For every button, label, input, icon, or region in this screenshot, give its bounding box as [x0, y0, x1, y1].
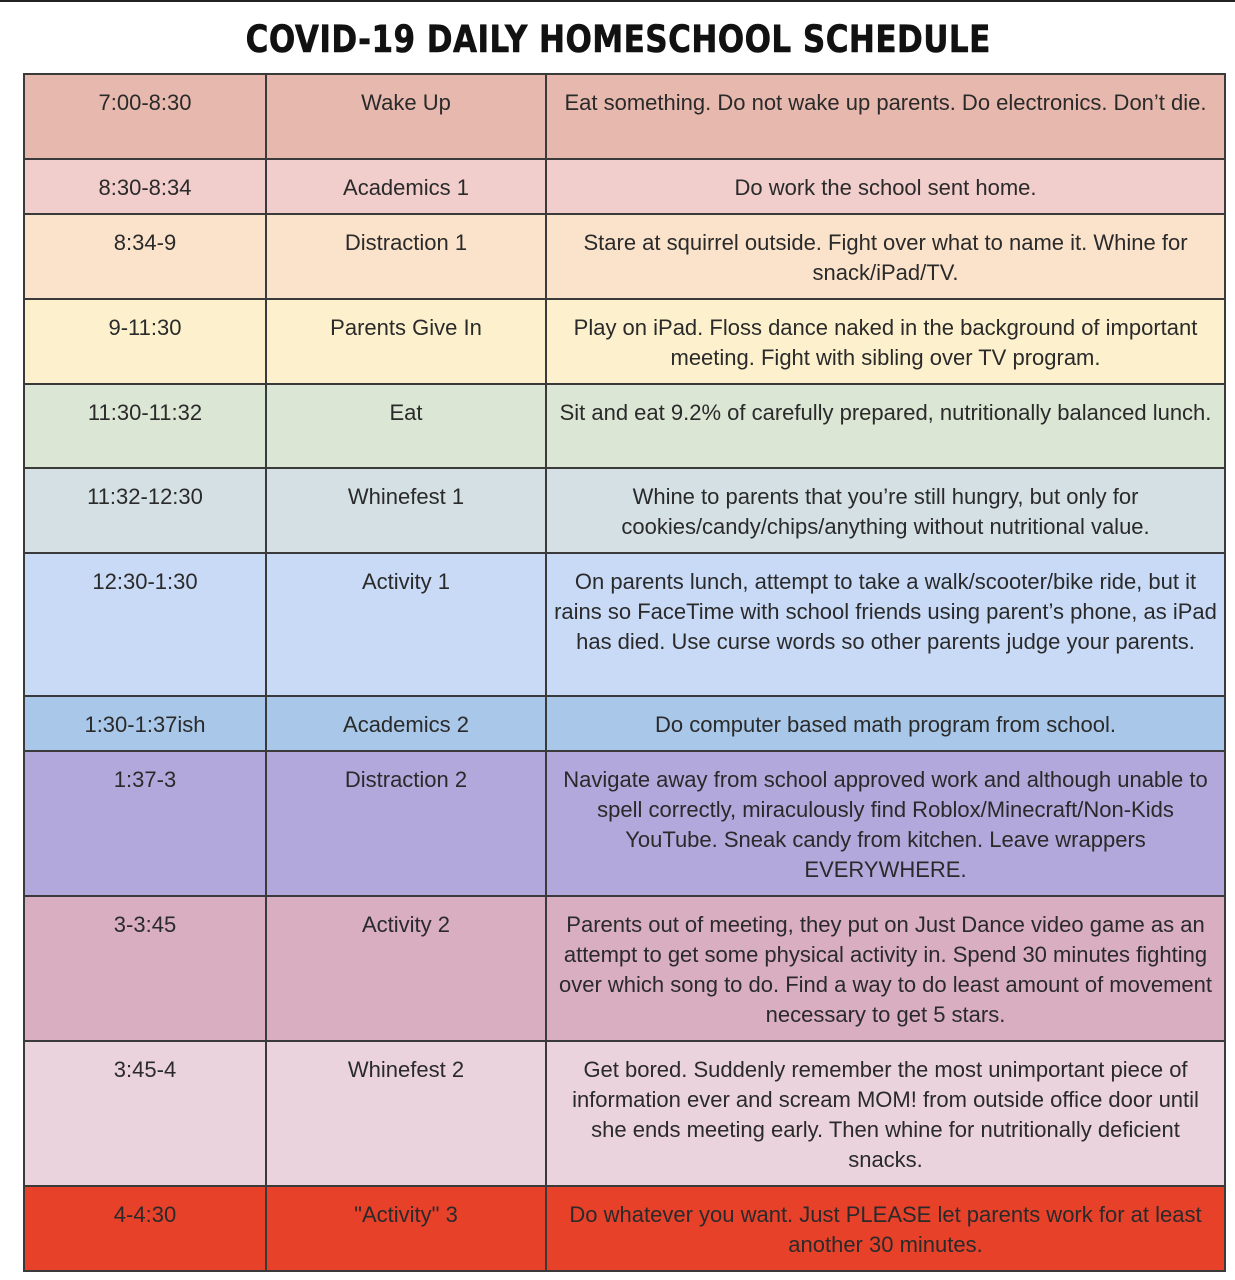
description-cell: On parents lunch, attempt to take a walk/scooter/bike ride, but it rains so FaceTime with school friends using parent’s phone, as iPad has died. Use curse words so other parents judge your parents. [546, 553, 1225, 696]
activity-cell: Activity 2 [266, 896, 546, 1041]
page-title: COVID-19 DAILY HOMESCHOOL SCHEDULE [245, 18, 991, 61]
schedule-table [23, 73, 1226, 1272]
schedule-row [24, 214, 1225, 299]
description-cell: Sit and eat 9.2% of carefully prepared, nutritionally balanced lunch. [546, 384, 1225, 468]
schedule-row [24, 384, 1225, 468]
description-cell: Do work the school sent home. [546, 159, 1225, 214]
activity-cell: Activity 1 [266, 553, 546, 696]
schedule-row [24, 751, 1225, 896]
description-cell: Do computer based math program from school. [546, 696, 1225, 751]
activity-cell: Academics 1 [266, 159, 546, 214]
description-cell: Whine to parents that you’re still hungry, but only for cookies/candy/chips/anything without nutritional value. [546, 468, 1225, 553]
time-cell: 11:32-12:30 [24, 468, 266, 553]
time-cell: 7:00-8:30 [24, 74, 266, 159]
description-cell: Parents out of meeting, they put on Just Dance video game as an attempt to get some physical activity in. Spend 30 minutes fighting over which song to do. Find a way to do least amount of movement necessary to get 5 stars. [546, 896, 1225, 1041]
description-cell: Eat something. Do not wake up parents. Do electronics. Don’t die. [546, 74, 1225, 159]
time-cell: 3-3:45 [24, 896, 266, 1041]
description-cell: Stare at squirrel outside. Fight over what to name it. Whine for snack/iPad/TV. [546, 214, 1225, 299]
time-cell: 8:30-8:34 [24, 159, 266, 214]
schedule-row [24, 468, 1225, 553]
activity-cell: Whinefest 2 [266, 1041, 546, 1186]
time-cell: 1:30-1:37ish [24, 696, 266, 751]
schedule-row [24, 896, 1225, 1041]
activity-cell: Eat [266, 384, 546, 468]
time-cell: 12:30-1:30 [24, 553, 266, 696]
description-cell: Navigate away from school approved work and although unable to spell correctly, miraculously find Roblox/Minecraft/Non-Kids YouTube. Sneak candy from kitchen. Leave wrappers EVERYWHERE. [546, 751, 1225, 896]
activity-cell: Whinefest 1 [266, 468, 546, 553]
schedule-row [24, 1186, 1225, 1271]
activity-cell: Parents Give In [266, 299, 546, 384]
schedule-row [24, 299, 1225, 384]
schedule-row [24, 1041, 1225, 1186]
time-cell: 11:30-11:32 [24, 384, 266, 468]
time-cell: 9-11:30 [24, 299, 266, 384]
activity-cell: Distraction 1 [266, 214, 546, 299]
activity-cell: Academics 2 [266, 696, 546, 751]
schedule-row [24, 159, 1225, 214]
schedule-row [24, 553, 1225, 696]
schedule-row [24, 74, 1225, 159]
description-cell: Play on iPad. Floss dance naked in the background of important meeting. Fight with sibling over TV program. [546, 299, 1225, 384]
activity-cell: "Activity" 3 [266, 1186, 546, 1271]
time-cell: 4-4:30 [24, 1186, 266, 1271]
description-cell: Do whatever you want. Just PLEASE let parents work for at least another 30 minutes. [546, 1186, 1225, 1271]
schedule-row [24, 696, 1225, 751]
activity-cell: Distraction 2 [266, 751, 546, 896]
time-cell: 8:34-9 [24, 214, 266, 299]
activity-cell: Wake Up [266, 74, 546, 159]
time-cell: 1:37-3 [24, 751, 266, 896]
description-cell: Get bored. Suddenly remember the most unimportant piece of information ever and scream MOM! from outside office door until she ends meeting early. Then whine for nutritionally deficient snacks. [546, 1041, 1225, 1186]
time-cell: 3:45-4 [24, 1041, 266, 1186]
top-border [0, 0, 1235, 2]
